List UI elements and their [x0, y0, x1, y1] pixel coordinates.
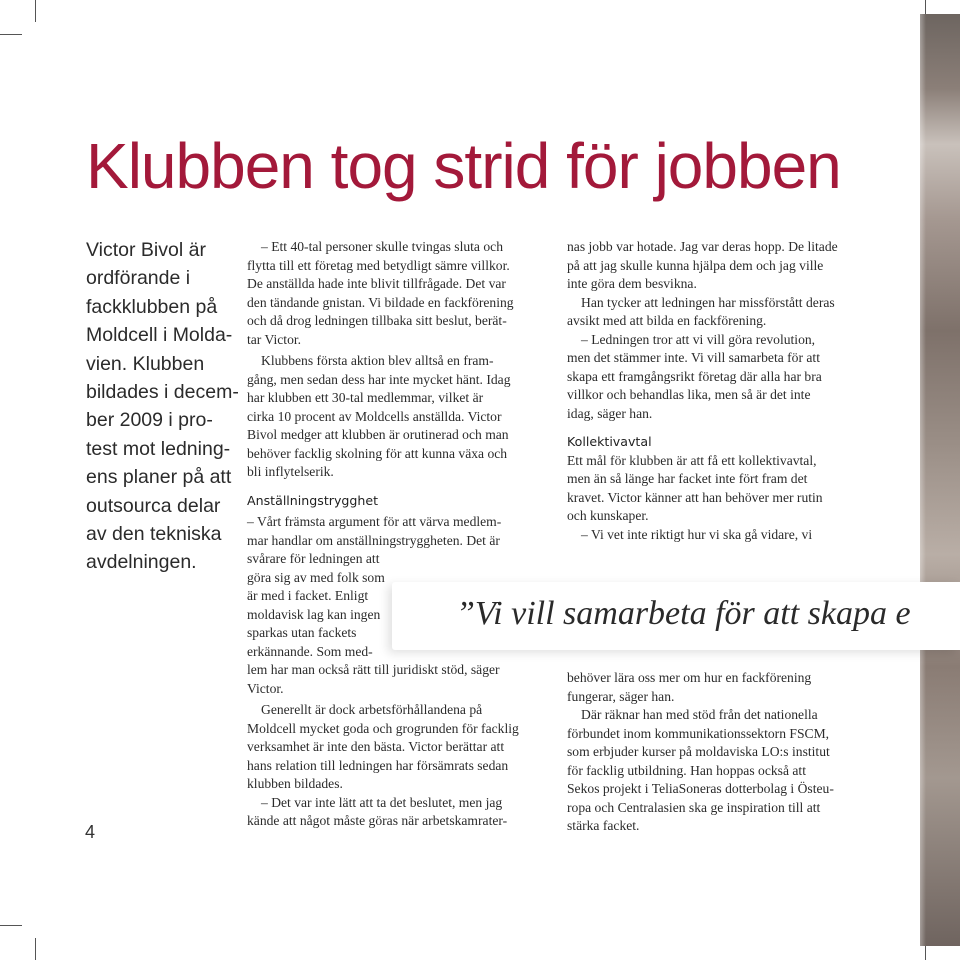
text-line: idag, säger han. — [567, 405, 653, 421]
paragraph — [247, 238, 547, 349]
page-number: 4 — [85, 822, 96, 842]
intro-text — [86, 236, 239, 577]
paragraph — [247, 794, 547, 831]
intro-line: Moldcell i Molda- — [86, 324, 233, 347]
text-line: och då drog ledningen tillbaka sitt beslut, berät- — [247, 313, 507, 328]
text-line: moldavisk lag kan ingen — [247, 606, 381, 622]
pull-quote: ”Vi vill samarbeta för att skapa e — [456, 595, 911, 632]
paragraph — [567, 452, 867, 526]
text-line: mar handlar om anställningstryggheten. Det är — [247, 532, 500, 548]
text-line: cirka 10 procent av Moldcells anställda. Victor — [247, 408, 502, 424]
text-line: kände att något måste göras när arbetskamrater- — [247, 813, 508, 828]
body-column-2-continued — [567, 669, 867, 836]
text-line: är med i facket. Enligt — [247, 588, 369, 603]
headline: Klubben tog strid för jobben — [86, 130, 841, 202]
text-line: erkännande. Som med- — [247, 643, 373, 659]
text-line: på att jag skulle kunna hjälpa dem och jag ville — [567, 257, 824, 273]
crop-mark — [0, 925, 22, 926]
paragraph — [567, 669, 867, 706]
text-line: Generellt är dock arbetsförhållandena på — [261, 702, 483, 717]
text-line: Sekos projekt i TeliaSoneras dotterbolag i Östeu- — [567, 781, 834, 796]
crop-mark — [35, 938, 36, 960]
intro-line: test mot ledning- — [86, 437, 231, 460]
text-line: flytta till ett företag med betydligt sämre villkor. — [247, 257, 510, 273]
text-line: – Vi vet inte riktigt hur vi ska gå vidare, vi — [581, 526, 813, 542]
text-line: villkor och behandlas lika, men så är det inte — [567, 387, 811, 402]
intro-line: av den tekniska — [86, 523, 222, 546]
text-line: men än så länge har facket inte fört fram det — [567, 471, 808, 486]
subheading: Kollektivavtal — [567, 434, 652, 449]
text-line: förbundet inom kommunikationssektorn FSCM, — [567, 725, 830, 741]
text-line: – Vårt främsta argument för att värva medlem- — [247, 514, 502, 529]
intro-line: ens planer på att — [86, 466, 232, 489]
text-line: kravet. Victor känner att han behöver mer rutin — [567, 489, 823, 505]
text-line: som erbjuder kurser på moldaviska LO:s institut — [567, 744, 830, 759]
paragraph — [567, 238, 867, 294]
text-line: – Ett 40-tal personer skulle tvingas sluta och — [261, 239, 503, 254]
text-line: skapa ett framgångsrikt företag där alla har bra — [567, 368, 822, 384]
paragraph — [247, 701, 547, 794]
text-line: ropa och Centralasien ska ge inspiration till att — [567, 799, 821, 815]
subheading: Anställningstrygghet — [247, 492, 379, 508]
text-line: göra sig av med folk som — [247, 569, 385, 585]
text-line: Där räknar han med stöd från det nationella — [581, 707, 818, 722]
body-column-2 — [567, 238, 867, 544]
text-line: och kunskaper. — [567, 508, 649, 523]
text-line: Moldcell mycket goda och grogrunden för facklig — [247, 720, 519, 736]
text-line: – Det var inte lätt att ta det beslutet, men jag — [261, 794, 503, 810]
intro-line: fackklubben på — [86, 295, 218, 318]
crop-mark — [35, 0, 36, 22]
text-line: men det stämmer inte. Vi vill samarbeta för att — [567, 350, 820, 365]
text-line: Bivol medger att klubben är orutinerad och man — [247, 427, 509, 442]
text-line: sparkas utan fackets — [247, 625, 357, 640]
crop-mark — [0, 34, 22, 35]
paragraph — [567, 706, 867, 836]
text-line: för facklig utbildning. Han hoppas också att — [567, 762, 806, 778]
text-line: Ett mål för klubben är att få ett kollektivavtal, — [567, 452, 817, 468]
text-line: Victor. — [247, 680, 284, 696]
text-line: avsikt med att bilda en fackförening. — [567, 313, 767, 328]
text-line: inte göra dem besvikna. — [567, 276, 697, 291]
paragraph — [247, 352, 547, 482]
text-line: Han tycker att ledningen har missförstått deras — [581, 294, 835, 310]
intro-line: ber 2009 i pro- — [86, 409, 213, 432]
paragraph — [567, 526, 867, 545]
text-line: klubben bildades. — [247, 776, 343, 791]
text-line: Klubbens första aktion blev alltså en fram- — [261, 353, 494, 368]
paragraph — [567, 331, 867, 424]
photo-edge — [920, 14, 960, 946]
intro-line: vien. Klubben — [86, 352, 205, 375]
text-line: bli inflytelserik. — [247, 464, 334, 479]
text-line: behöver facklig skolning för att kunna växa och — [247, 445, 508, 461]
paragraph — [567, 294, 867, 331]
text-line: stärka facket. — [567, 818, 640, 833]
text-line: behöver lära oss mer om hur en fackförening — [567, 670, 812, 685]
text-line: den tändande gnistan. Vi bildade en fackförening — [247, 294, 514, 310]
intro-line: outsourca delar — [86, 494, 221, 517]
text-line: verksamhet är inte den bästa. Victor berättar att — [247, 739, 505, 754]
intro-line: ordförande i — [86, 267, 191, 290]
text-line: svårare för ledningen att — [247, 551, 380, 566]
intro-line: avdelningen. — [86, 551, 197, 574]
text-line: tar Victor. — [247, 331, 302, 347]
body-column-1 — [247, 238, 547, 831]
text-line: nas jobb var hotade. Jag var deras hopp. De litade — [567, 239, 838, 254]
intro-line: bildades i decem- — [86, 381, 239, 404]
text-line: hans relation till ledningen har försämrats sedan — [247, 757, 509, 773]
text-line: fungerar, säger han. — [567, 688, 675, 704]
text-line: har klubben ett 30-tal medlemmar, vilket är — [247, 390, 484, 405]
pull-quote-box — [392, 582, 960, 650]
text-line: lem har man också rätt till juridiskt stöd, säger — [247, 662, 500, 677]
text-line: – Ledningen tror att vi vill göra revolution, — [581, 331, 816, 347]
text-line: gång, men sedan dess har inte mycket hänt. Idag — [247, 371, 511, 387]
text-line: De anställda hade inte blivit tillfrågade. Det var — [247, 276, 506, 291]
intro-line: Victor Bivol är — [86, 239, 206, 261]
